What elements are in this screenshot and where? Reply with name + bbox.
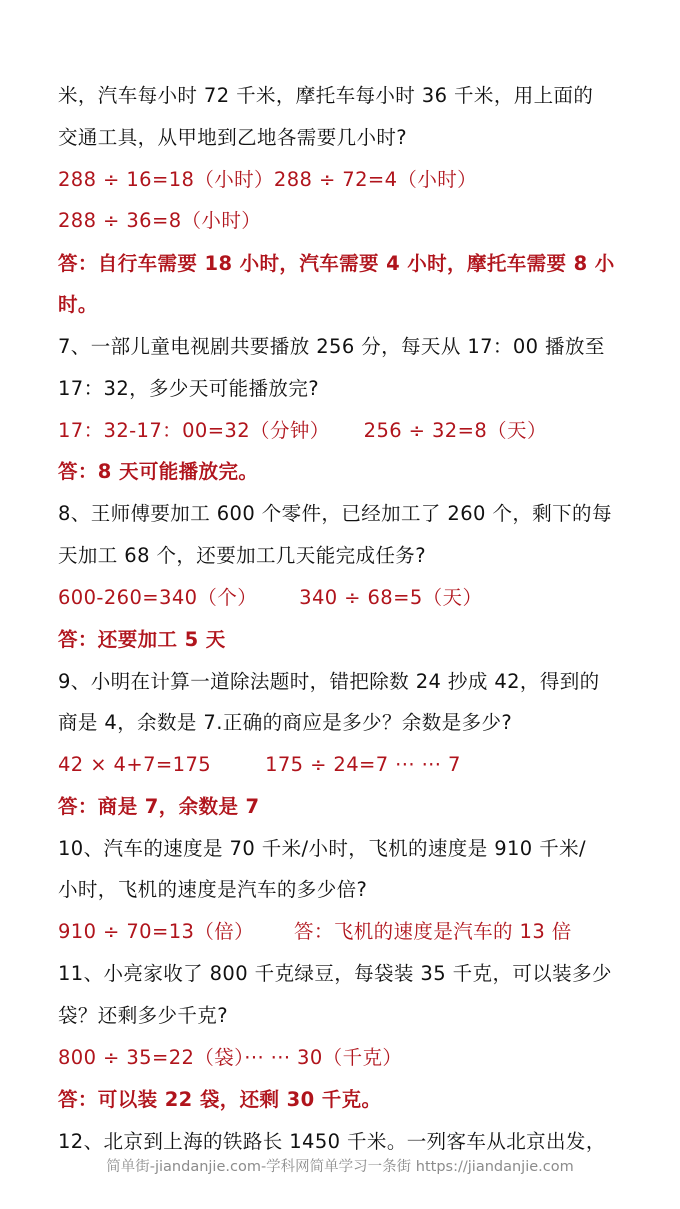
question-6-answer-line-1: 答：自行车需要 18 小时，汽车需要 4 小时，摩托车需要 8 小: [58, 252, 615, 275]
question-8-calculation-part-2: 340 ÷ 68=5（天）: [299, 586, 483, 609]
question-7-calculation-part-2: 256 ÷ 32=8（天）: [363, 419, 547, 442]
question-8-text-line-2: 天加工 68 个，还要加工几天能完成任务?: [58, 544, 426, 567]
question-10-calculation-part-1: 910 ÷ 70=13（倍）: [58, 920, 255, 943]
question-7-calculation: [58, 417, 658, 445]
question-9-text-line-1: 9、小明在计算一道除法题时，错把除数 24 抄成 42，得到的: [58, 670, 600, 693]
question-9-calculation-part-1: 42 × 4+7=175: [58, 753, 212, 776]
question-8-calculation-part-1: 600-260=340（个）: [58, 586, 258, 609]
footer-watermark: 简单街-jiandanjie.com-学科网简单学习一条街 https://jiandanjie.com: [106, 1159, 574, 1175]
question-7-text-line-1: 7、一部儿童电视剧共要播放 256 分，每天从 17：00 播放至: [58, 335, 605, 358]
question-10-answer: 答：飞机的速度是汽车的 13 倍: [294, 920, 572, 943]
question-12-text-line-1: 12、北京到上海的铁路长 1450 千米。一列客车从北京出发，: [58, 1130, 606, 1153]
question-7-text-line-2: 17：32，多少天可能播放完?: [58, 377, 319, 400]
question-11-text-line-1: 11、小亮家收了 800 千克绿豆，每袋装 35 千克，可以装多少: [58, 962, 612, 985]
question-9-text-line-2: 商是 4，余数是 7.正确的商应是多少？余数是多少?: [58, 711, 513, 734]
question-11-text-line-2: 袋？还剩多少千克?: [58, 1004, 228, 1027]
question-6-calculation-2: 288 ÷ 36=8（小时）: [58, 209, 262, 232]
question-7-answer: 答：8 天可能播放完。: [58, 460, 259, 483]
question-8-answer: 答：还要加工 5 天: [58, 628, 226, 651]
question-8-calculation: [58, 584, 658, 612]
question-10-text-line-2: 小时，飞机的速度是汽车的多少倍?: [58, 878, 368, 901]
question-10-text-line-1: 10、汽车的速度是 70 千米/小时，飞机的速度是 910 千米/: [58, 837, 586, 860]
question-9-answer: 答：商是 7，余数是 7: [58, 795, 260, 818]
question-9-calculation: [58, 751, 658, 779]
question-8-text-line-1: 8、王师傅要加工 600 个零件，已经加工了 260 个，剩下的每: [58, 502, 612, 525]
question-6-calculation-1: 288 ÷ 16=18（小时）288 ÷ 72=4（小时）: [58, 168, 478, 191]
question-9-calculation-part-2: 175 ÷ 24=7 ··· ··· 7: [265, 753, 461, 776]
question-6-text-line-2: 交通工具，从甲地到乙地各需要几小时?: [58, 126, 408, 149]
question-11-calculation: 800 ÷ 35=22（袋）··· ··· 30（千克）: [58, 1046, 403, 1069]
question-6-text-line-1: 米，汽车每小时 72 千米，摩托车每小时 36 千米，用上面的: [58, 84, 594, 107]
question-10-calculation: [58, 918, 658, 946]
question-6-answer-line-2: 时。: [58, 293, 98, 316]
question-7-calculation-part-1: 17：32-17：00=32（分钟）: [58, 419, 330, 442]
question-11-answer: 答：可以装 22 袋，还剩 30 千克。: [58, 1088, 382, 1111]
